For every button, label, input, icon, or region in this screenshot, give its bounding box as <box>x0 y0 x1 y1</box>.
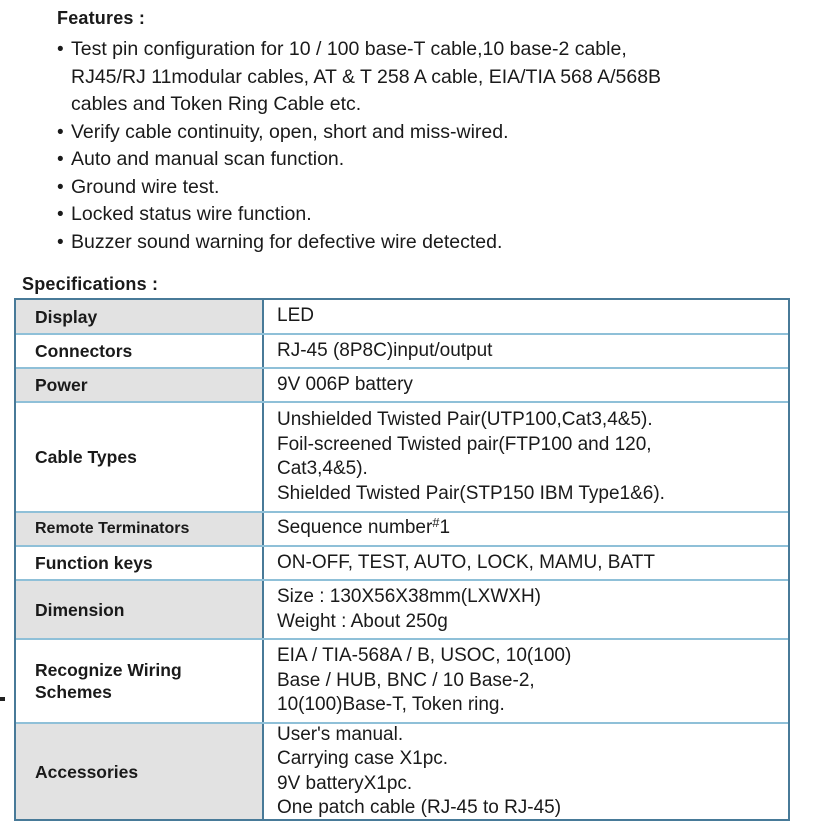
bullet-icon: • <box>57 149 64 170</box>
feature-item <box>57 229 787 257</box>
feature-item <box>57 36 787 119</box>
features-section <box>57 8 787 256</box>
spec-value-cell <box>264 300 788 333</box>
spec-value-cell <box>264 581 788 638</box>
spec-label: Connectors <box>35 341 133 361</box>
specifications-heading: Specifications : <box>22 274 159 294</box>
bullet-icon: • <box>57 231 64 253</box>
spec-label-cell <box>16 513 264 545</box>
spec-value-line: LED <box>277 305 314 327</box>
feature-text <box>71 119 787 147</box>
spec-row <box>16 333 788 367</box>
spec-label-cell <box>16 724 264 819</box>
spec-value-line: Base / HUB, BNC / 10 Base-2, <box>277 669 535 691</box>
spec-value-cell <box>264 335 788 367</box>
spec-label-cell <box>16 581 264 638</box>
feature-line: Locked status wire function. <box>71 203 312 225</box>
feature-item <box>57 146 787 174</box>
spec-value-line: EIA / TIA-568A / B, USOC, 10(100) <box>277 645 572 667</box>
spec-label-cell <box>16 300 264 333</box>
features-heading: Features : <box>57 8 146 28</box>
spec-label: Cable Types <box>35 447 137 467</box>
spec-value-cell <box>264 403 788 511</box>
spec-label: Dimension <box>35 599 125 620</box>
bullet-icon: • <box>57 121 64 143</box>
feature-text <box>71 174 787 202</box>
spec-value-line: 9V batteryX1pc. <box>277 772 413 794</box>
bullet-icon: • <box>57 176 64 198</box>
features-list <box>57 36 787 256</box>
spec-label-cell <box>16 547 264 579</box>
superscript-mark: # <box>432 515 440 531</box>
spec-value-line: Unshielded Twisted Pair(UTP100,Cat3,4&5). <box>277 409 653 430</box>
feature-item <box>57 119 787 147</box>
feature-text <box>71 229 787 257</box>
spec-value-cell <box>264 547 788 579</box>
spec-row <box>16 722 788 819</box>
spec-label-cell <box>16 369 264 401</box>
feature-line: cables and Token Ring Cable etc. <box>71 93 362 115</box>
feature-line: Verify cable continuity, open, short and miss-wired. <box>71 120 509 143</box>
spec-value-line: 10(100)Base-T, Token ring. <box>277 694 505 716</box>
spec-value-line: Carrying case X1pc. <box>277 748 449 769</box>
spec-value-cell <box>264 724 788 819</box>
feature-text <box>71 201 787 229</box>
spec-label: Remote Terminators <box>35 520 190 537</box>
spec-row <box>16 545 788 579</box>
spec-row <box>16 638 788 722</box>
feature-text <box>71 146 787 174</box>
feature-text <box>71 36 787 119</box>
feature-line: RJ45/RJ 11modular cables, AT & T 258 A cable, EIA/TIA 568 A/568B <box>71 65 662 88</box>
spec-label: Function keys <box>35 553 153 573</box>
spec-label-cell <box>16 335 264 367</box>
feature-item <box>57 174 787 202</box>
spec-value-line: 9V 006P battery <box>277 373 413 395</box>
spec-value-line: RJ-45 (8P8C)input/output <box>277 339 493 361</box>
spec-value-line: Cat3,4&5). <box>277 458 368 479</box>
bullet-icon: • <box>57 204 64 225</box>
spec-value-line: Shielded Twisted Pair(STP150 IBM Type1&6). <box>277 482 665 504</box>
spec-label-cell <box>16 640 264 722</box>
spec-value-line: Size : 130X56X38mm(LXWXH) <box>277 586 541 607</box>
spec-row <box>16 367 788 401</box>
spec-value-cell <box>264 640 788 722</box>
spec-value-cell <box>264 513 788 545</box>
feature-line: Auto and manual scan function. <box>71 148 345 170</box>
spec-row <box>16 300 788 333</box>
spec-value-line: Sequence number#1 <box>277 515 451 539</box>
spec-value-line: Weight : About 250g <box>277 610 448 632</box>
spec-value-line: Foil-screened Twisted pair(FTP100 and 120, <box>277 433 652 455</box>
spec-label-cell <box>16 403 264 511</box>
specifications-table <box>14 298 790 821</box>
feature-line: Ground wire test. <box>71 175 220 198</box>
spec-label: Display <box>35 306 98 327</box>
spec-label: Accessories <box>35 761 139 782</box>
spec-label: Power <box>35 375 88 395</box>
spec-value-line: One patch cable (RJ-45 to RJ-45) <box>277 797 562 818</box>
spec-row <box>16 401 788 511</box>
spec-row <box>16 511 788 545</box>
spec-value-line: User's manual. <box>277 723 404 745</box>
spec-value-line: ON-OFF, TEST, AUTO, LOCK, MAMU, BATT <box>277 551 655 573</box>
scan-artifact <box>0 697 5 701</box>
feature-line: Test pin configuration for 10 / 100 base-T cable,10 base-2 cable, <box>71 38 627 60</box>
spec-value-cell <box>264 369 788 401</box>
spec-row <box>16 579 788 638</box>
bullet-icon: • <box>57 39 64 60</box>
feature-item <box>57 201 787 229</box>
spec-label: Recognize Wiring Schemes <box>35 660 182 702</box>
feature-line: Buzzer sound warning for defective wire detected. <box>71 230 503 253</box>
